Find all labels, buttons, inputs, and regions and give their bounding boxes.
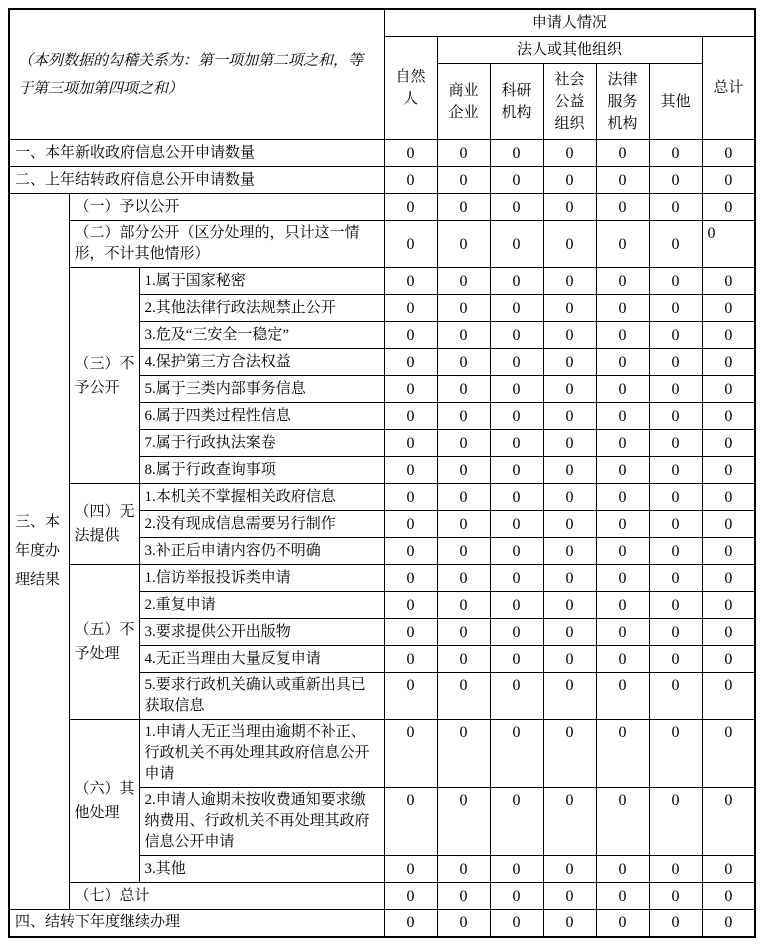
value-cell: 0 xyxy=(437,619,490,646)
value-cell: 0 xyxy=(649,856,702,883)
row-label: 5.属于三类内部事务信息 xyxy=(139,376,384,403)
header-org-column-research: 科研机构 xyxy=(490,64,543,140)
value-cell: 0 xyxy=(649,295,702,322)
value-cell: 0 xyxy=(543,910,596,937)
header-org-column-other: 其他 xyxy=(649,64,702,140)
row-label: 2.其他法律行政法规禁止公开 xyxy=(139,295,384,322)
value-cell: 0 xyxy=(702,788,755,856)
value-cell: 0 xyxy=(384,194,437,221)
row-label: 7.属于行政执法案卷 xyxy=(139,430,384,457)
value-cell: 0 xyxy=(437,910,490,937)
value-cell: 0 xyxy=(596,592,649,619)
header-org-column-legal-service: 法律服务机构 xyxy=(596,64,649,140)
row-label: 3.其他 xyxy=(139,856,384,883)
value-cell: 0 xyxy=(596,430,649,457)
value-cell: 0 xyxy=(649,538,702,565)
value-cell: 0 xyxy=(649,322,702,349)
value-cell: 0 xyxy=(437,883,490,910)
value-cell: 0 xyxy=(596,295,649,322)
header-applicant-group: 申请人情况 xyxy=(384,9,755,37)
value-cell: 0 xyxy=(490,788,543,856)
value-cell: 0 xyxy=(384,619,437,646)
row-label: 3.要求提供公开出版物 xyxy=(139,619,384,646)
value-cell: 0 xyxy=(490,403,543,430)
value-cell: 0 xyxy=(596,376,649,403)
value-cell: 0 xyxy=(490,511,543,538)
value-cell: 0 xyxy=(384,349,437,376)
disclosure-applications-table xyxy=(8,8,756,938)
note-cell: （本列数据的勾稽关系为：第一项加第二项之和，等于第三项加第四项之和） xyxy=(9,9,384,140)
value-cell: 0 xyxy=(596,720,649,788)
value-cell: 0 xyxy=(437,376,490,403)
value-cell: 0 xyxy=(702,565,755,592)
value-cell: 0 xyxy=(649,592,702,619)
table-row xyxy=(9,883,755,910)
value-cell: 0 xyxy=(543,538,596,565)
value-cell: 0 xyxy=(437,295,490,322)
header-org-column-business: 商业企业 xyxy=(437,64,490,140)
value-cell: 0 xyxy=(490,856,543,883)
value-cell: 0 xyxy=(649,883,702,910)
value-cell: 0 xyxy=(384,430,437,457)
value-cell: 0 xyxy=(543,720,596,788)
row-label: 8.属于行政查询事项 xyxy=(139,457,384,484)
value-cell: 0 xyxy=(437,673,490,720)
value-cell: 0 xyxy=(490,592,543,619)
value-cell: 0 xyxy=(702,511,755,538)
value-cell: 0 xyxy=(543,221,596,268)
table-row xyxy=(9,167,755,194)
value-cell: 0 xyxy=(437,511,490,538)
row-label: 2.申请人逾期未按收费通知要求缴纳费用、行政机关不再处理其政府信息公开申请 xyxy=(139,788,384,856)
value-cell: 0 xyxy=(490,457,543,484)
table-row xyxy=(9,268,755,295)
value-cell: 0 xyxy=(543,619,596,646)
value-cell: 0 xyxy=(384,720,437,788)
value-cell: 0 xyxy=(702,376,755,403)
value-cell: 0 xyxy=(702,673,755,720)
header-org-column-public-welfare: 社会公益组织 xyxy=(543,64,596,140)
value-cell: 0 xyxy=(437,403,490,430)
value-cell: 0 xyxy=(437,221,490,268)
value-cell: 0 xyxy=(384,511,437,538)
value-cell: 0 xyxy=(490,720,543,788)
value-cell: 0 xyxy=(596,565,649,592)
value-cell: 0 xyxy=(437,484,490,511)
row-label: 1.本机关不掌握相关政府信息 xyxy=(139,484,384,511)
value-cell: 0 xyxy=(384,167,437,194)
row-label: 1.信访举报投诉类申请 xyxy=(139,565,384,592)
header-natural-person: 自然人 xyxy=(384,37,437,140)
value-cell: 0 xyxy=(543,646,596,673)
row-label: 一、本年新收政府信息公开申请数量 xyxy=(9,140,384,167)
row-label: 2.重复申请 xyxy=(139,592,384,619)
value-cell: 0 xyxy=(649,376,702,403)
value-cell: 0 xyxy=(702,592,755,619)
value-cell: 0 xyxy=(543,673,596,720)
value-cell: 0 xyxy=(702,430,755,457)
header-total: 总计 xyxy=(702,37,755,140)
group-label-cell: （五）不予处理 xyxy=(69,565,139,720)
value-cell: 0 xyxy=(596,538,649,565)
value-cell: 0 xyxy=(596,221,649,268)
value-cell: 0 xyxy=(437,788,490,856)
value-cell: 0 xyxy=(702,883,755,910)
value-cell: 0 xyxy=(596,322,649,349)
value-cell: 0 xyxy=(543,295,596,322)
value-cell: 0 xyxy=(702,295,755,322)
value-cell: 0 xyxy=(543,194,596,221)
value-cell: 0 xyxy=(649,403,702,430)
value-cell: 0 xyxy=(702,720,755,788)
value-cell: 0 xyxy=(384,673,437,720)
value-cell: 0 xyxy=(596,511,649,538)
value-cell: 0 xyxy=(702,349,755,376)
value-cell: 0 xyxy=(649,221,702,268)
row-label: 4.保护第三方合法权益 xyxy=(139,349,384,376)
value-cell: 0 xyxy=(596,619,649,646)
value-cell: 0 xyxy=(596,457,649,484)
value-cell: 0 xyxy=(543,856,596,883)
value-cell: 0 xyxy=(702,322,755,349)
value-cell: 0 xyxy=(543,484,596,511)
value-cell: 0 xyxy=(384,268,437,295)
value-cell: 0 xyxy=(490,538,543,565)
value-cell: 0 xyxy=(543,403,596,430)
value-cell: 0 xyxy=(490,322,543,349)
value-cell: 0 xyxy=(490,140,543,167)
value-cell: 0 xyxy=(702,457,755,484)
value-cell: 0 xyxy=(543,883,596,910)
row-label: 6.属于四类过程性信息 xyxy=(139,403,384,430)
value-cell: 0 xyxy=(490,194,543,221)
value-cell: 0 xyxy=(596,194,649,221)
header-org-group: 法人或其他组织 xyxy=(437,37,702,64)
section-label-cell: 三、本年度办理结果 xyxy=(9,194,69,910)
value-cell: 0 xyxy=(490,167,543,194)
value-cell: 0 xyxy=(543,457,596,484)
value-cell: 0 xyxy=(649,194,702,221)
value-cell: 0 xyxy=(384,538,437,565)
value-cell: 0 xyxy=(596,167,649,194)
value-cell: 0 xyxy=(543,430,596,457)
row-label: 5.要求行政机关确认或重新出具已获取信息 xyxy=(139,673,384,720)
row-label: 二、上年结转政府信息公开申请数量 xyxy=(9,167,384,194)
value-cell: 0 xyxy=(384,646,437,673)
value-cell: 0 xyxy=(649,646,702,673)
value-cell: 0 xyxy=(437,268,490,295)
value-cell: 0 xyxy=(543,565,596,592)
value-cell: 0 xyxy=(702,140,755,167)
value-cell: 0 xyxy=(649,430,702,457)
header-row-1 xyxy=(9,9,755,37)
group-label-cell: （三）不予公开 xyxy=(69,268,139,484)
value-cell: 0 xyxy=(543,511,596,538)
value-cell: 0 xyxy=(490,565,543,592)
row-label: （一）予以公开 xyxy=(69,194,384,221)
value-cell: 0 xyxy=(437,538,490,565)
value-cell: 0 xyxy=(437,167,490,194)
value-cell: 0 xyxy=(596,856,649,883)
value-cell: 0 xyxy=(596,268,649,295)
value-cell: 0 xyxy=(596,484,649,511)
value-cell: 0 xyxy=(490,376,543,403)
value-cell: 0 xyxy=(649,565,702,592)
value-cell: 0 xyxy=(490,295,543,322)
value-cell: 0 xyxy=(702,403,755,430)
value-cell: 0 xyxy=(649,167,702,194)
value-cell: 0 xyxy=(437,646,490,673)
value-cell: 0 xyxy=(649,910,702,937)
table-row xyxy=(9,910,755,937)
value-cell: 0 xyxy=(384,883,437,910)
value-cell: 0 xyxy=(649,484,702,511)
value-cell: 0 xyxy=(543,349,596,376)
value-cell: 0 xyxy=(543,788,596,856)
value-cell: 0 xyxy=(649,788,702,856)
value-cell: 0 xyxy=(437,720,490,788)
value-cell: 0 xyxy=(543,268,596,295)
row-label: 3.危及“三安全一稳定” xyxy=(139,322,384,349)
value-cell: 0 xyxy=(490,221,543,268)
value-cell: 0 xyxy=(702,194,755,221)
value-cell: 0 xyxy=(649,349,702,376)
value-cell: 0 xyxy=(702,268,755,295)
value-cell: 0 xyxy=(437,140,490,167)
value-cell: 0 xyxy=(384,788,437,856)
value-cell: 0 xyxy=(490,268,543,295)
row-label: （七）总计 xyxy=(69,883,384,910)
table-row xyxy=(9,221,755,268)
value-cell: 0 xyxy=(596,673,649,720)
value-cell: 0 xyxy=(702,910,755,937)
value-cell: 0 xyxy=(702,619,755,646)
value-cell: 0 xyxy=(702,646,755,673)
row-label: （二）部分公开（区分处理的，只计这一情形，不计其他情形） xyxy=(69,221,384,268)
value-cell: 0 xyxy=(702,538,755,565)
value-cell: 0 xyxy=(437,430,490,457)
value-cell: 0 xyxy=(543,322,596,349)
value-cell: 0 xyxy=(649,511,702,538)
value-cell: 0 xyxy=(596,646,649,673)
row-label: 2.没有现成信息需要另行制作 xyxy=(139,511,384,538)
value-cell: 0 xyxy=(384,457,437,484)
value-cell: 0 xyxy=(384,484,437,511)
value-cell: 0 xyxy=(384,140,437,167)
value-cell: 0 xyxy=(384,910,437,937)
row-label: 1.属于国家秘密 xyxy=(139,268,384,295)
table-row xyxy=(9,720,755,788)
value-cell: 0 xyxy=(490,430,543,457)
value-cell: 0 xyxy=(490,349,543,376)
value-cell: 0 xyxy=(596,140,649,167)
value-cell: 0 xyxy=(596,910,649,937)
value-cell: 0 xyxy=(702,484,755,511)
value-cell: 0 xyxy=(384,322,437,349)
value-cell: 0 xyxy=(649,268,702,295)
value-cell: 0 xyxy=(384,403,437,430)
value-cell: 0 xyxy=(543,140,596,167)
value-cell: 0 xyxy=(490,910,543,937)
value-cell: 0 xyxy=(384,856,437,883)
value-cell: 0 xyxy=(596,788,649,856)
value-cell: 0 xyxy=(437,322,490,349)
value-cell: 0 xyxy=(649,457,702,484)
value-cell: 0 xyxy=(596,883,649,910)
row-label: 1.申请人无正当理由逾期不补正、行政机关不再处理其政府信息公开申请 xyxy=(139,720,384,788)
row-label: 四、结转下年度继续办理 xyxy=(9,910,384,937)
value-cell: 0 xyxy=(490,883,543,910)
value-cell: 0 xyxy=(437,565,490,592)
value-cell: 0 xyxy=(596,403,649,430)
value-cell: 0 xyxy=(596,349,649,376)
value-cell: 0 xyxy=(490,484,543,511)
value-cell: 0 xyxy=(437,592,490,619)
value-cell: 0 xyxy=(649,720,702,788)
table-row xyxy=(9,194,755,221)
value-cell: 0 xyxy=(543,376,596,403)
value-cell: 0 xyxy=(384,565,437,592)
group-label-cell: （四）无法提供 xyxy=(69,484,139,565)
value-cell: 0 xyxy=(702,221,755,268)
group-label-cell: （六）其他处理 xyxy=(69,720,139,883)
value-cell: 0 xyxy=(384,221,437,268)
table-row xyxy=(9,140,755,167)
value-cell: 0 xyxy=(437,457,490,484)
value-cell: 0 xyxy=(384,376,437,403)
value-cell: 0 xyxy=(543,167,596,194)
value-cell: 0 xyxy=(384,592,437,619)
value-cell: 0 xyxy=(437,194,490,221)
value-cell: 0 xyxy=(437,856,490,883)
value-cell: 0 xyxy=(490,619,543,646)
value-cell: 0 xyxy=(543,592,596,619)
value-cell: 0 xyxy=(384,295,437,322)
value-cell: 0 xyxy=(649,140,702,167)
table-row xyxy=(9,565,755,592)
value-cell: 0 xyxy=(649,619,702,646)
value-cell: 0 xyxy=(490,673,543,720)
row-label: 3.补正后申请内容仍不明确 xyxy=(139,538,384,565)
row-label: 4.无正当理由大量反复申请 xyxy=(139,646,384,673)
value-cell: 0 xyxy=(702,856,755,883)
table-row xyxy=(9,484,755,511)
value-cell: 0 xyxy=(490,646,543,673)
value-cell: 0 xyxy=(437,349,490,376)
value-cell: 0 xyxy=(702,167,755,194)
value-cell: 0 xyxy=(649,673,702,720)
